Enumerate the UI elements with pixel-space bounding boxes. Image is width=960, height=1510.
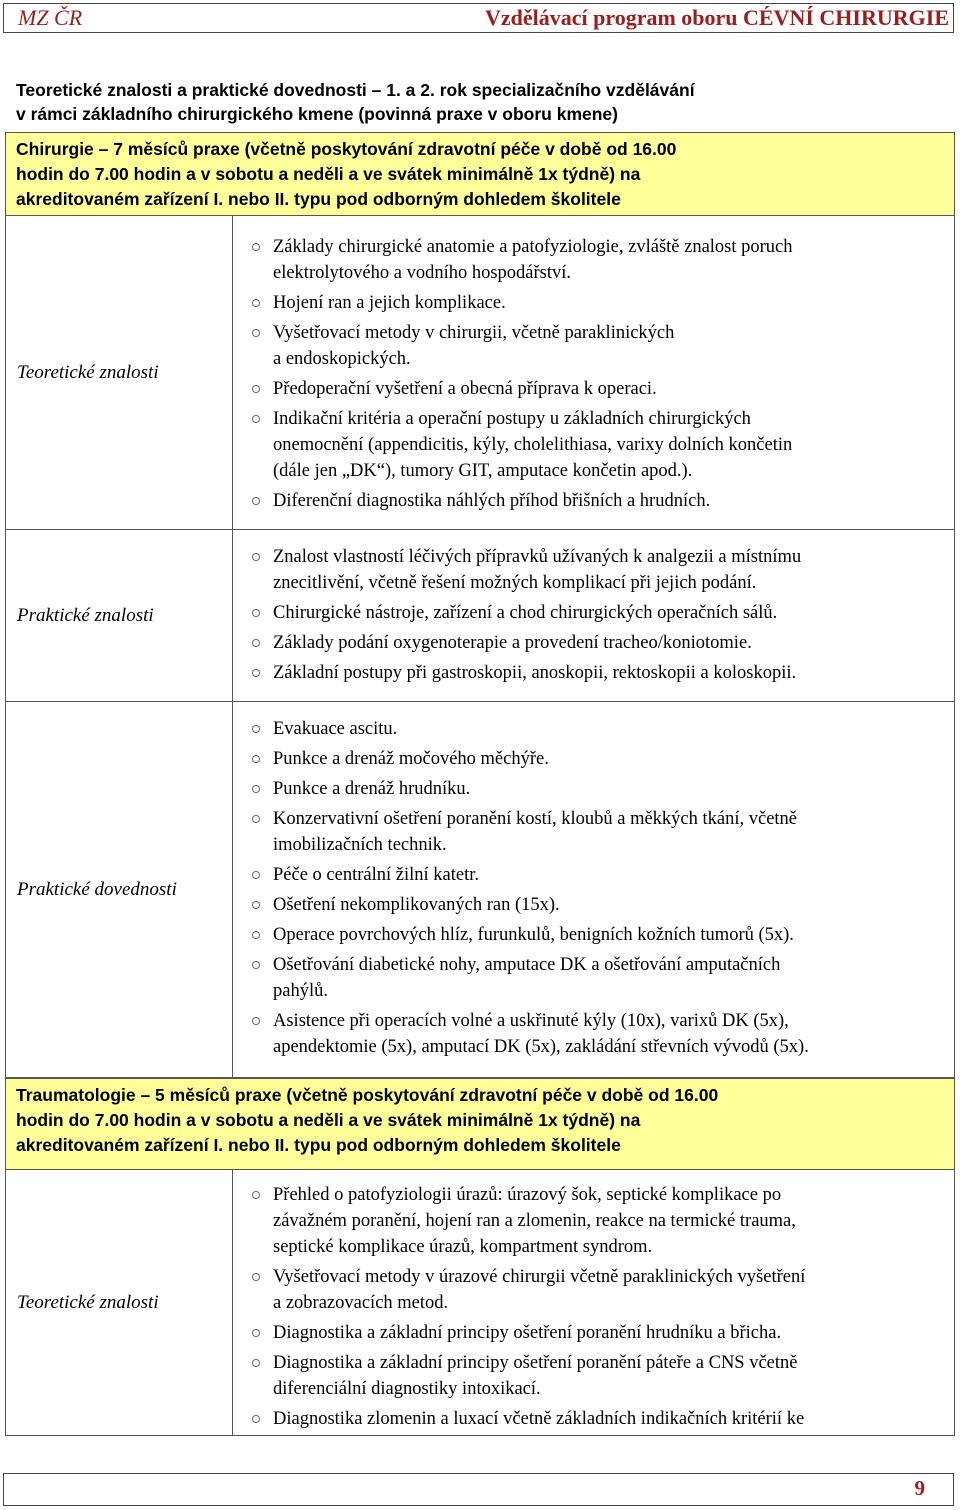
- practical-skills-list: [233, 716, 954, 1064]
- list-item: Konzervativní ošetření poranění kostí, kloubů a měkkých tkání, včetně imobilizačních technik.: [273, 806, 948, 858]
- row-label: Teoretické znalosti: [6, 216, 233, 529]
- page-number: 9: [914, 1476, 925, 1500]
- list-item: Základní postupy při gastroskopii, anoskopii, rektoskopii a koloskopii.: [273, 660, 948, 686]
- list-item: Znalost vlastností léčivých přípravků užívaných k analgezii a místnímu znecitlivění, včetně řešení možných komplikací při jejich podání.: [273, 544, 948, 596]
- heading-line: akreditovaném zařízení I. nebo II. typu pod odborným dohledem školitele: [16, 1135, 621, 1155]
- list-item: Ošetřování diabetické nohy, amputace DK a ošetřování amputačních pahýlů.: [273, 952, 948, 1004]
- list-item: Ošetření nekomplikovaných ran (15x).: [273, 892, 948, 918]
- list-item: Asistence při operacích volné a uskřinuté kýly (10x), varixů DK (5x), apendektomie (5x), amputací DK (5x), zakládání střevních vývodů (5x).: [273, 1008, 948, 1060]
- heading-line: Traumatologie – 5 měsíců praxe (včetně poskytování zdravotní péče v době od 16.00: [16, 1085, 719, 1105]
- row-label: Teoretické znalosti: [6, 1170, 233, 1435]
- heading-line: akreditovaném zařízení I. nebo II. typu pod odborným dohledem školitele: [16, 189, 621, 209]
- page-header: [3, 3, 954, 33]
- trauma-theory-list: [233, 1182, 954, 1436]
- row-practical-skills: [5, 702, 955, 1078]
- intro-heading: [16, 78, 946, 126]
- list-item: Evakuace ascitu.: [273, 716, 948, 742]
- list-item: Přehled o patofyziologii úrazů: úrazový šok, septické komplikace po závažném poranění, hojení ran a zlomenin, reakce na termické trauma, septické komplikace úrazů, kompartment syndrom.: [273, 1182, 948, 1260]
- heading-line: Chirurgie – 7 měsíců praxe (včetně poskytování zdravotní péče v době od 16.00: [16, 139, 677, 159]
- list-item: Diferenční diagnostika náhlých příhod břišních a hrudních.: [273, 488, 948, 514]
- list-item: Vyšetřovací metody v chirurgii, včetně paraklinických a endoskopických.: [273, 320, 948, 372]
- list-item: Chirurgické nástroje, zařízení a chod chirurgických operačních sálů.: [273, 600, 948, 626]
- intro-line: v rámci základního chirurgického kmene (povinná praxe v oboru kmene): [16, 104, 618, 124]
- row-label: Praktické znalosti: [6, 530, 233, 701]
- list-item: Punkce a drenáž močového měchýře.: [273, 746, 948, 772]
- list-item: Základy chirurgické anatomie a patofyziologie, zvláště znalost poruch elektrolytového a vodního hospodářství.: [273, 234, 948, 286]
- list-item: Hojení ran a jejich komplikace.: [273, 290, 948, 316]
- list-item: Péče o centrální žilní katetr.: [273, 862, 948, 888]
- section-heading-traumatologie: [5, 1078, 955, 1170]
- header-ministry: MZ ČR: [18, 5, 83, 30]
- row-trauma-theory: [5, 1170, 955, 1436]
- list-item: Indikační kritéria a operační postupy u základních chirurgických onemocnění (appendicitis, kýly, cholelithiasa, varixy dolních končetin (dále jen „DK“), tumory GIT, amputace končetin apod.).: [273, 406, 948, 484]
- list-item: Předoperační vyšetření a obecná příprava k operaci.: [273, 376, 948, 402]
- row-label: Praktické dovednosti: [6, 702, 233, 1077]
- intro-line: Teoretické znalosti a praktické dovednosti – 1. a 2. rok specializačního vzdělávání: [16, 80, 695, 100]
- theory-list: [233, 234, 954, 518]
- heading-line: hodin do 7.00 hodin a v sobotu a neděli a ve svátek minimálně 1x týdně) na: [16, 1110, 641, 1130]
- heading-line: hodin do 7.00 hodin a v sobotu a neděli a ve svátek minimálně 1x týdně) na: [16, 164, 641, 184]
- list-item: Základy podání oxygenoterapie a provedení tracheo/koniotomie.: [273, 630, 948, 656]
- section-heading-chirurgie: [5, 132, 955, 216]
- row-theory: [5, 216, 955, 530]
- practical-knowledge-list: [233, 544, 954, 690]
- list-item: Vyšetřovací metody v úrazové chirurgii včetně paraklinických vyšetření a zobrazovacích metod.: [273, 1264, 948, 1316]
- row-practical-knowledge: [5, 530, 955, 702]
- list-item: Operace povrchových hlíz, furunkulů, benigních kožních tumorů (5x).: [273, 922, 948, 948]
- page-footer: [3, 1473, 954, 1506]
- list-item: Diagnostika a základní principy ošetření poranění hrudníku a břicha.: [273, 1320, 948, 1346]
- list-item: Diagnostika a základní principy ošetření poranění páteře a CNS včetně diferenciální diagnostiky intoxikací.: [273, 1350, 948, 1402]
- list-item: Diagnostika zlomenin a luxací včetně základních indikačních kritérií ke: [273, 1406, 948, 1432]
- header-program-title: Vzdělávací program oboru CÉVNÍ CHIRURGIE: [484, 5, 949, 30]
- list-item: Punkce a drenáž hrudníku.: [273, 776, 948, 802]
